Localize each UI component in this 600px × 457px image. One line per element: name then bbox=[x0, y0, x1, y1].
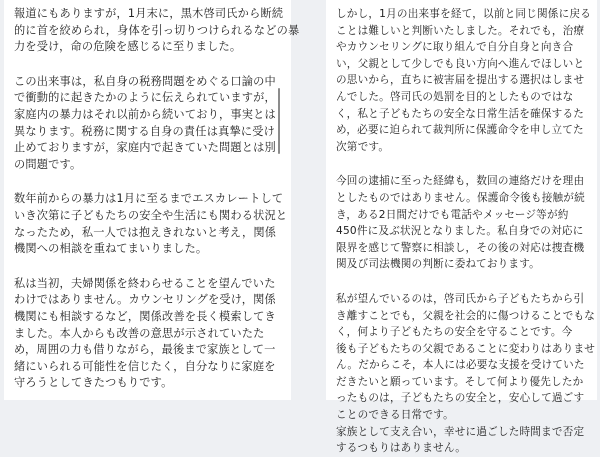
paragraph bbox=[14, 191, 288, 257]
text-line: やカウンセリングに取り組んで自分自身と向き合 bbox=[336, 41, 574, 54]
text-line: 私が望んでいるのは，啓司氏から子どもたちから引 bbox=[336, 292, 585, 305]
text-line: 次第です。 bbox=[336, 140, 390, 153]
text-line: 的に首を絞められ，身体を引っ切りつけられるなどの暴 bbox=[14, 23, 300, 37]
text-line: く，何より子どもたちの安全を守ることです。今 bbox=[336, 326, 573, 339]
text-line: ことは難しいと判断いたしました。それでも，治療 bbox=[336, 24, 585, 37]
text-line: だきたいと願っています。そして何より優先したか bbox=[336, 375, 584, 388]
text-line: 異なります。税務に関する自身の責任は真摯に受け bbox=[14, 124, 276, 138]
left-page bbox=[4, 0, 300, 400]
text-line: 止めておりますが，家庭内で起きていた問題とは別 bbox=[14, 141, 276, 155]
text-line: しかし，1月の出来事を経て，以前と同じ関係に戻る bbox=[336, 8, 591, 20]
text-line: き離すことでも，父親を社会的に傷つけることでもな bbox=[336, 309, 596, 322]
text-line: き，ある2日間だけでも電話やメッセージ等が約 bbox=[336, 208, 569, 221]
text-line: 限界を感じて警察に相談し，その後の対応は捜査機 bbox=[336, 241, 585, 254]
paragraph bbox=[14, 6, 300, 56]
text-line: わけではありません。カウンセリングを受け，関係 bbox=[14, 293, 276, 307]
text-line: ん。だからこそ，本人には必要な支援を受けていた bbox=[336, 359, 585, 372]
text-line: で衝動的に起きたかのように伝えられていますが， bbox=[14, 91, 276, 105]
text-line: 関及び司法機関の判断に委ねております。 bbox=[336, 258, 540, 271]
text-line: ったものは，子どもたちの安全と，安心して過ごす bbox=[336, 392, 585, 405]
right-page-body bbox=[336, 6, 596, 457]
text-line: 今回の逮捕に至った経緯も，数回の連絡だけを理由 bbox=[336, 175, 585, 188]
text-line: の思いから，直ちに被害届を提出する選択はしませ bbox=[336, 74, 585, 87]
text-line: 450件に及ぶ状況となりました。私自身での対応に bbox=[336, 225, 584, 238]
text-line: としたものではありません。保護命令後も接触が続 bbox=[336, 191, 585, 204]
text-line: 報道にもありますが，1月末に，黒木啓司氏から断続 bbox=[14, 7, 284, 20]
text-line: く，私と子どもたちの安全な日常生活を確保するた bbox=[336, 107, 585, 120]
text-line: 力を受け，命の危険を感じるに至りました。 bbox=[14, 40, 242, 54]
text-line: んでした。啓司氏の処罰を目的としたものではな bbox=[336, 90, 574, 103]
right-page bbox=[326, 0, 597, 455]
text-line: ました。本人からも改善の意思が示されていたた bbox=[14, 326, 265, 340]
text-line: なったため，私一人では抱えきれないと考え，関係 bbox=[14, 225, 277, 239]
text-line: い，父親として少しでも良い方向へ進んでほしいと bbox=[336, 57, 585, 70]
text-line: ことのできる日常です。 bbox=[336, 409, 454, 422]
left-page-body bbox=[14, 6, 300, 392]
text-line: 数年前からの暴力は1月に至るまでエスカレートして bbox=[14, 192, 284, 206]
paragraph bbox=[14, 74, 281, 174]
scrollbar[interactable] bbox=[278, 88, 280, 154]
text-line: いき次第に子どもたちの安全や生活にも関わる状況と bbox=[14, 208, 288, 222]
paragraph bbox=[336, 6, 589, 155]
text-line: の問題です。 bbox=[14, 157, 82, 171]
text-line: 機関にも相談するなど，関係改善を長く模索してき bbox=[14, 309, 276, 323]
text-line: 機関への相談を重ねてまいりました。 bbox=[14, 242, 208, 256]
paragraph bbox=[336, 291, 596, 457]
text-line: この出来事は，私自身の税務問題をめぐる口論の中 bbox=[14, 74, 276, 88]
text-line: 家族として支え合い，幸せに過ごした時間まで否定 bbox=[336, 425, 585, 438]
text-line: 後も子どもたちの父親であることに変わりはありませ bbox=[336, 342, 596, 355]
text-line: 守ろうとしてきたつもりです。 bbox=[14, 376, 173, 390]
text-line: 私は当初，夫婦関係を終わらせることを望んでいた bbox=[14, 276, 276, 290]
paragraph bbox=[14, 276, 281, 392]
text-line: め，周囲の力も借りながら，最後まで家族として一 bbox=[14, 343, 276, 357]
text-line: するつもりはありません。 bbox=[336, 442, 467, 455]
text-line: 家庭内の暴力はそれ以前から続いており，事実とは bbox=[14, 107, 276, 121]
text-line: め，必要に迫られて裁判所に保護命令を申し立てた bbox=[336, 124, 584, 137]
text-line: 緒にいられる可能性を信じたく，自分なりに家庭を bbox=[14, 359, 276, 373]
paragraph bbox=[336, 173, 589, 273]
